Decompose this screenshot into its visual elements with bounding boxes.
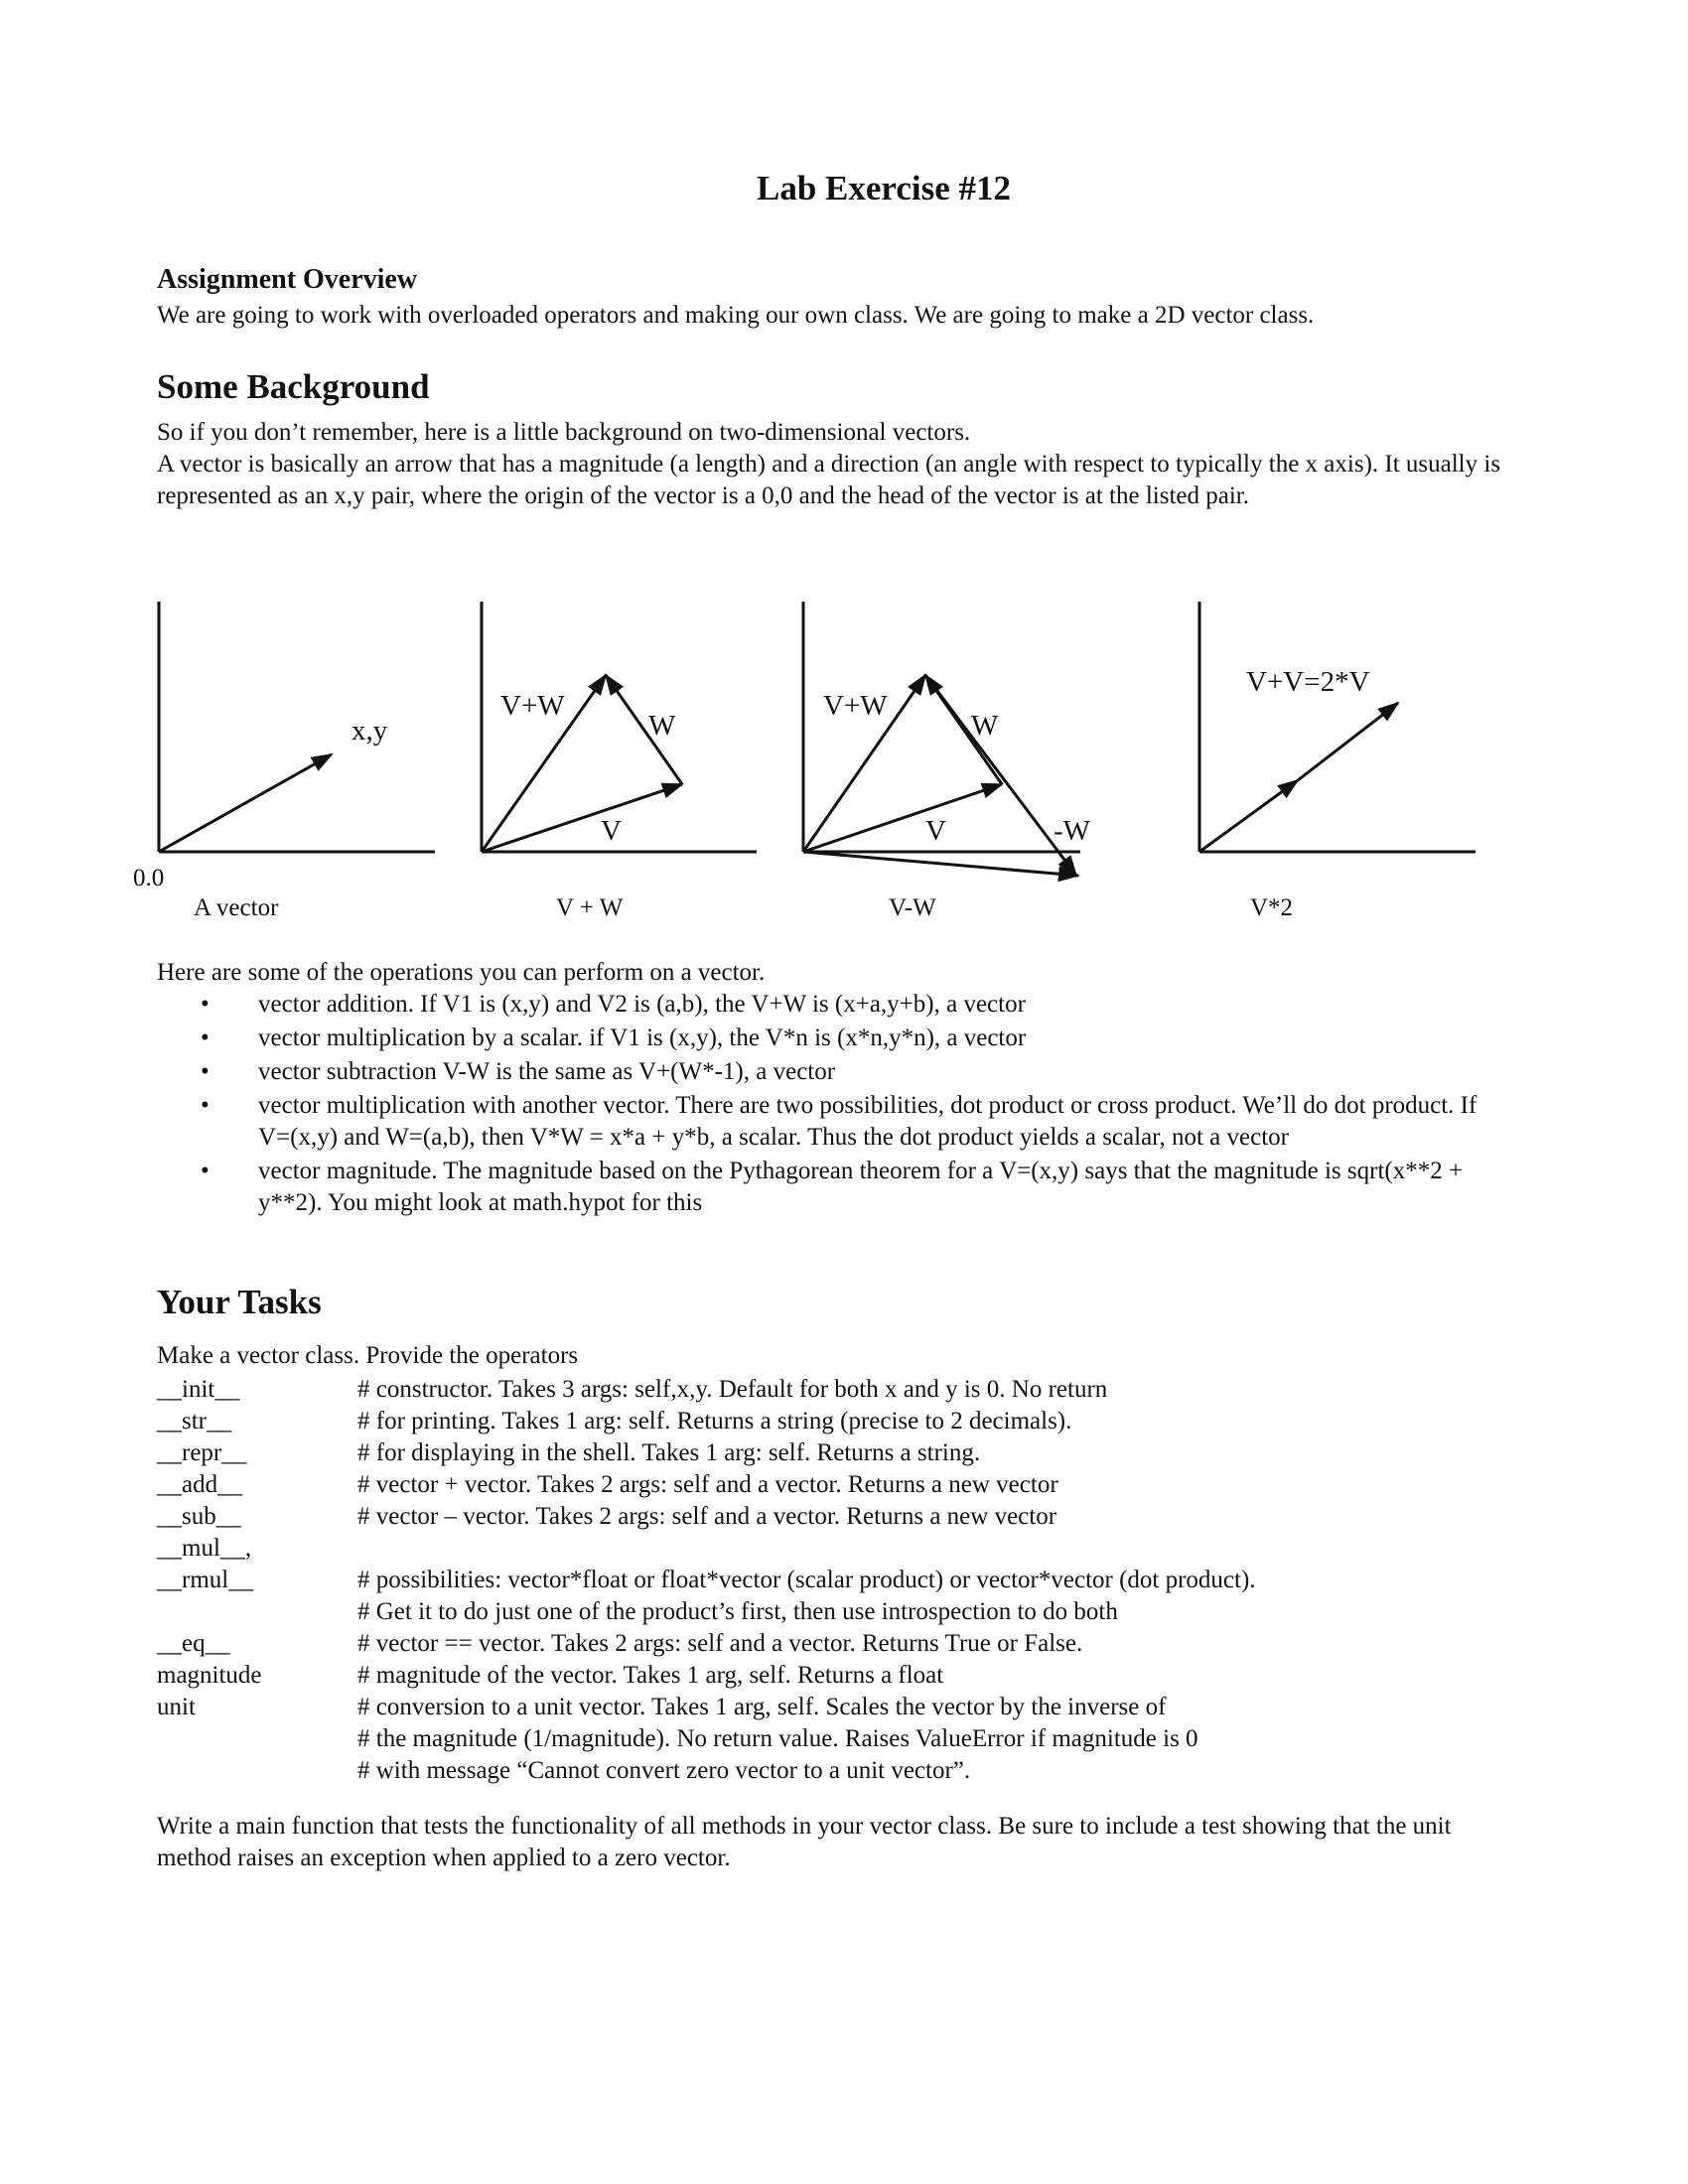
label-minus-w: -W	[1054, 815, 1091, 847]
overview-text: We are going to work with overloaded operators and making our own class. We are going to make a 2D vector class.	[157, 302, 1315, 329]
tasks-heading: Your Tasks	[157, 1283, 322, 1321]
background-heading: Some Background	[157, 367, 430, 406]
vector-v-second	[1298, 703, 1398, 780]
operations-list	[159, 989, 1509, 1221]
table-row: __add__ # vector + vector. Takes 2 args: self and a vector. Returns a new vector	[157, 1471, 1058, 1498]
vector-arrow	[159, 754, 332, 852]
list-item: • vector magnitude. The magnitude based on the Pythagorean theorem for a V=(x,y) says that the magnitude is sqrt(x**2 + y**2). You might look at math.hypot for this	[201, 1158, 1464, 1216]
table-row: unit # conversion to a unit vector. Takes 1 arg, self. Scales the vector by the inverse of	[157, 1694, 1167, 1720]
operator-table	[157, 1374, 1547, 1787]
label-w: W	[648, 710, 676, 742]
overview-heading: Assignment Overview	[157, 264, 418, 295]
table-row: __repr__ # for displaying in the shell. Takes 1 arg: self. Returns a string.	[157, 1439, 981, 1466]
table-row: __rmul__ # possibilities: vector*float or float*vector (scalar product) or vector*vector (dot product).	[157, 1567, 1256, 1593]
table-row: # with message “Cannot convert zero vector to a unit vector”.	[357, 1757, 971, 1784]
operations-intro: Here are some of the operations you can perform on a vector.	[157, 959, 766, 986]
label-xy: x,y	[352, 715, 388, 747]
diagram-a-vector	[133, 602, 435, 921]
table-row: magnitude # magnitude of the vector. Takes 1 arg, self. Returns a float	[157, 1662, 944, 1689]
label-v-plus-w: V+W	[823, 690, 888, 722]
diagram-v-times-2	[1199, 602, 1476, 921]
vector-v	[482, 784, 682, 852]
diagram-v-minus-w	[803, 602, 1091, 921]
vector-diagrams	[119, 586, 1509, 943]
table-row: __sub__ # vector – vector. Takes 2 args: self and a vector. Returns a new vector	[157, 1503, 1057, 1530]
background-intro: So if you don’t remember, here is a little background on two-dimensional vectors.	[157, 419, 971, 446]
label-v: V	[925, 815, 946, 847]
vector-v-minus-w	[803, 852, 1078, 876]
diagram-v-plus-w	[482, 602, 757, 921]
list-item: • vector subtraction V-W is the same as V+(W*-1), a vector	[159, 1056, 1509, 1088]
list-item: • vector multiplication by a scalar. if V1 is (x,y), the V*n is (x*n,y*n), a vector	[159, 1023, 1509, 1054]
caption-a-vector: A vector	[194, 894, 279, 921]
label-2v: V+V=2*V	[1246, 666, 1370, 698]
bullet: •	[201, 991, 210, 1018]
page-title: Lab Exercise #12	[756, 169, 1011, 207]
vector-v	[803, 784, 1002, 852]
origin-label: 0.0	[133, 865, 165, 891]
table-row: # the magnitude (1/magnitude). No return value. Raises ValueError if magnitude is 0	[357, 1725, 1198, 1752]
tasks-intro: Make a vector class. Provide the operators	[157, 1342, 579, 1369]
list-item: • vector addition. If V1 is (x,y) and V2 is (a,b), the V+W is (x+a,y+b), a vector	[159, 989, 1509, 1021]
table-row: __init__ # constructor. Takes 3 args: self,x,y. Default for both x and y is 0. No return	[157, 1376, 1108, 1403]
table-row: __mul__,	[157, 1535, 252, 1562]
label-w: W	[971, 710, 999, 742]
bullet: •	[201, 1024, 210, 1051]
background-text: A vector is basically an arrow that has a magnitude (a length) and a direction (an angle with respect to typically the x axis). It usually is represented as an x,y pair, where the origin of the vector is a 0,0 and the head of the vector is at the listed pair.	[157, 451, 1501, 509]
bullet: •	[201, 1092, 210, 1119]
label-v: V	[601, 815, 622, 847]
table-row: # Get it to do just one of the product’s first, then use introspection to do both	[357, 1598, 1118, 1625]
caption-v-plus-w: V + W	[556, 894, 624, 921]
bullet: •	[201, 1158, 210, 1184]
caption-v-minus-w: V-W	[889, 894, 936, 921]
table-row: __str__ # for printing. Takes 1 arg: self. Returns a string (precise to 2 decimals).	[157, 1408, 1072, 1434]
list-item: • vector multiplication with another vector. There are two possibilities, dot product or cross product. We’ll do dot product. If V=(x,y) and W=(a,b), then V*W = x*a + y*b, a scalar. Thus the dot product yields a scalar, not a vector	[201, 1092, 1477, 1151]
label-v-plus-w: V+W	[500, 690, 565, 722]
closing-paragraph: Write a main function that tests the functionality of all methods in your vector class. Be sure to include a test showing that the unit method raises an exception when applied to a zero vector.	[157, 1813, 1452, 1871]
caption-v-times-2: V*2	[1250, 894, 1294, 921]
vector-v	[1199, 780, 1298, 852]
table-row: __eq__ # vector == vector. Takes 2 args: self and a vector. Returns True or False.	[157, 1630, 1083, 1657]
bullet: •	[201, 1058, 210, 1085]
